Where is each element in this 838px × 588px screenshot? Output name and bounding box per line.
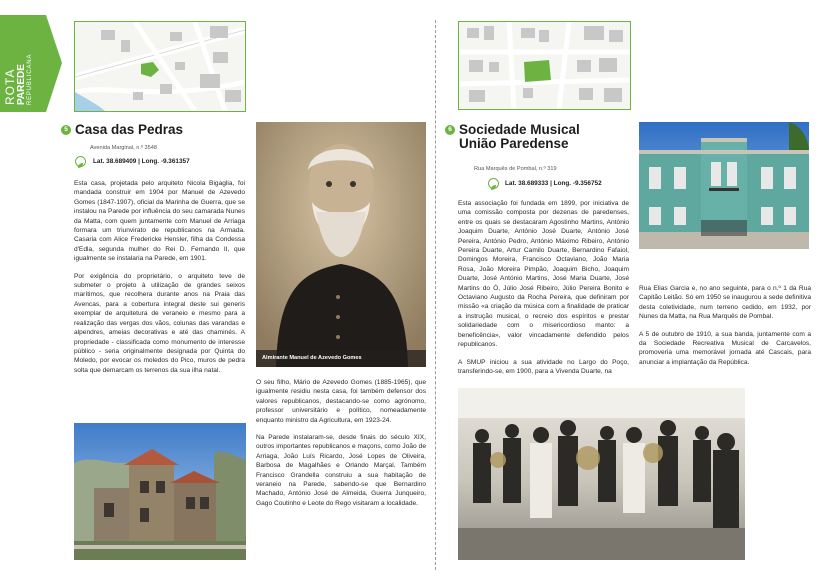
tab-word-republicana: REPUBLICANA <box>27 53 33 105</box>
photo-band <box>458 388 745 560</box>
band-illustration <box>458 388 745 560</box>
right-paragraph-4: A 5 de outubro de 1910, a sua banda, juntamente com a da Sociedade Recreativa Musical de Carcavelos, promoveria uma memorável jornada até Cascais, para anunciar a implantação da República. <box>639 330 811 366</box>
map-drawing-2 <box>459 22 630 109</box>
right-lower-text <box>639 284 811 367</box>
page-separator <box>435 20 436 570</box>
left-paragraph-1: Esta casa, projetada pelo arquiteto Nicola Bigaglia, foi mandada construir em 1904 por Manuel de Azevedo Gomes (1847-1907), oficial da Marinha de Guerra, que se instalou na Parede por influência do seu camarada Nunes da Matta, com quem juntamente com Manuel de Arriaga formara um triunvirato de republicanos na Armada. Casaria com Alice Fredericke Hensler, filha da Condessa d'Edla, segunda mulher do Rei D. Fernando II, que igualmente se instalaria na Parede, em 1901. <box>74 180 245 263</box>
address-sociedade-musical: Rua Marquês de Pombal, n.º 319 <box>474 166 557 172</box>
house-illustration <box>74 423 246 560</box>
middle-paragraph-2: Na Parede instalaram-se, desde finais do século XIX, outros importantes republicanos e maçons, como João de Arriaga, João Luís Ricardo, José Lopes de Oliveira, Barbosa de Magalhães e Orlando Marçal. Também Francisco Grandella construiu a sua habitação de veraneio na Parede, sabendo-se que Bernardino Machado, António José de Almeida, Guerra Junqueiro, Gago Coutinho e Leote do Rego visitaram a localidade. <box>256 434 426 507</box>
map-casa-das-pedras <box>74 21 246 112</box>
left-paragraph-2: Por exigência do proprietário, o arquiteto teve de submeter o projeto à utilização de grandes seixos marítimos, que recolhera durante anos na Praia das Avencas, para a cobertura integral deste sui generis exemplar de arquitetura de veraneio e mesmo para a realização das vergas dos vãos, colunas das varandas e alpendres, ameias decorativas e até das chaminés. A propriedade - classificada como monumento de interesse público - seria originalmente designada por Quinta do Moledo, por evocar os moledos do Pico, muros de pedra solta que demarcam os terrenos da sua ilha natal. <box>74 272 245 374</box>
portrait-illustration <box>256 122 426 367</box>
location-icon <box>75 156 86 167</box>
coords-sociedade-musical: Lat. 38.689333 | Long. -9.356752 <box>505 180 602 187</box>
address-casa-das-pedras: Avenida Marginal, n.º 3548 <box>90 145 157 151</box>
right-text-column <box>458 199 629 376</box>
photo-smup-building <box>639 122 809 249</box>
tab-word-parede: PAREDE <box>16 64 27 105</box>
title-sociedade-musical-line1: Sociedade Musical <box>459 122 580 137</box>
title-casa-das-pedras: Casa das Pedras <box>75 122 184 137</box>
middle-paragraph-1: O seu filho, Mário de Azevedo Gomes (1885-1965), que igualmente residiu nesta casa, foi também defensor dos valores republicanos, destacando-se como agrónomo, professor universitário e político, nomeadamente enquanto ministro da Agricultura, em 1923-24. <box>256 379 426 424</box>
building-illustration <box>639 122 809 249</box>
stop-number-5: 5 <box>61 125 71 135</box>
leaf-glyph-2 <box>489 183 498 192</box>
map-sociedade-musical <box>458 21 631 110</box>
coords-casa-das-pedras: Lat. 38.689409 | Long. -9.361357 <box>93 158 190 165</box>
portrait-azevedo-gomes <box>256 122 426 367</box>
title-sociedade-musical-line2: União Paredense <box>459 136 569 151</box>
route-tab-text <box>4 25 34 105</box>
middle-text-column <box>256 378 426 508</box>
right-paragraph-2: A SMUP iniciou a sua atividade no Largo do Poço, transferindo-se, em 1900, para a Vivenda Duarte, na <box>458 358 629 375</box>
map-drawing <box>75 22 245 111</box>
stop-number-6: 6 <box>445 125 455 135</box>
right-paragraph-3: Rua Elias Garcia e, no ano seguinte, para o n.º 1 da Rua Capitão Leitão. Só em 1950 se inaugurou a sede definitiva desta coletividade, num terreno cedido, em 1932, por Nunes da Matta, na Rua Marquês de Pombal. <box>639 285 811 321</box>
right-paragraph-1: Esta associação foi fundada em 1899, por iniciativa de uma comissão composta por dezenas de paredenses, entre os quais se destacaram Agostinho Martins, António Joaquim Duarte, António José Duarte, António José Pereira, António Pedro, António Máximo Ribeiro, António Pereira Duarte, Artur Camilo Duarte, Bernardino Fafaiol, Domingos Moreira, Francisco Octaviano, João Maria Rosa, João Moreira Pimpão, Joaquim Bicho, Joaquim Duarte, José António Martins, José Maria Duarte, José Martins do Ó, Júlio José Ribeiro, Júlio Pereira Bonito e Octaviano Augusto da Rocha Pereira, que definiram por missão «a criação da música com a finalidade de praticar a instrução musical, o recreio dos espíritos e prestar solidariedade com o misericordioso manto: a beneficência», valor vincadamente defendido pelos republicanos. <box>458 200 629 349</box>
tab-word-rota: ROTA <box>3 68 17 105</box>
route-tab <box>0 15 62 112</box>
left-text-column <box>74 179 245 375</box>
portrait-caption: Almirante Manuel de Azevedo Gomes <box>262 355 362 361</box>
photo-casa-das-pedras <box>74 423 246 560</box>
leaf-glyph <box>76 161 85 170</box>
location-icon-2 <box>488 178 499 189</box>
